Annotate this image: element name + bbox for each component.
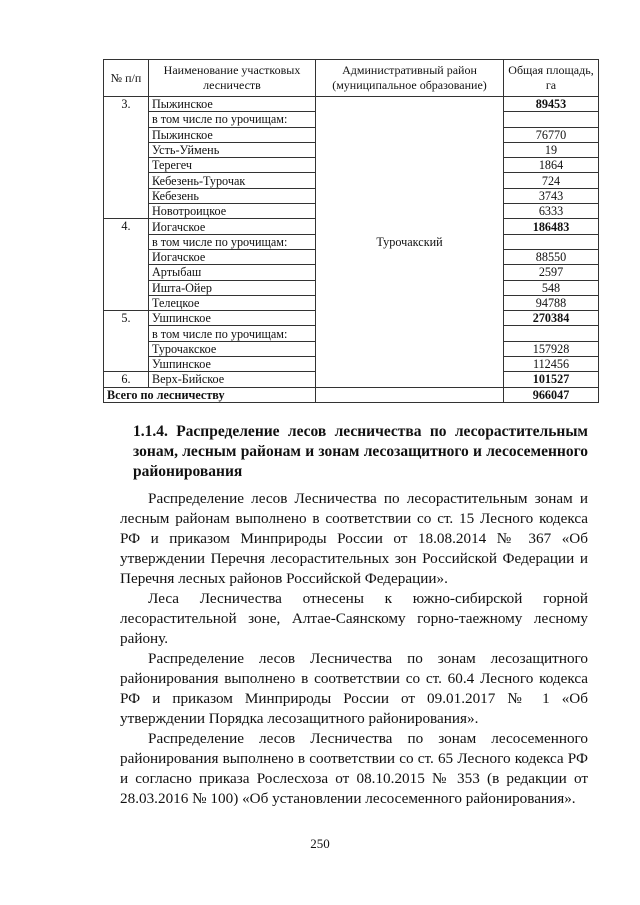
forestry-name: Ишта-Ойер — [149, 280, 316, 295]
area-value — [504, 112, 599, 127]
header-district: Административный район (муниципальное образование) — [316, 60, 504, 97]
table-row — [104, 97, 599, 112]
forestry-name: Телецкое — [149, 295, 316, 310]
forestry-name: Ушпинское — [149, 311, 316, 326]
forestry-name: Усть-Уймень — [149, 142, 316, 157]
paragraph: Распределение лесов Лесничества по лесорастительным зонам и лесным районам выполнено в соответствии со ст. 15 Лесного кодекса РФ и приказом Минприроды России от 18.08.2014 № 367 «Об утверждении Перечня лесорастительных зон Российской Федерации и Перечня лесных районов Российской Федерации». — [120, 490, 588, 587]
forestry-name: Иогачское — [149, 249, 316, 264]
header-num: № п/п — [104, 60, 149, 97]
paragraph: Распределение лесов Лесничества по зонам лесосеменного районирования выполнено в соответствии со ст. 65 Лесного кодекса РФ и согласно приказа Рослесхоза от 08.10.2015 № 353 (в редакции от 28.03.2016 № 100) «Об установлении лесосеменного районирования». — [120, 730, 588, 807]
area-value: 157928 — [504, 341, 599, 356]
area-value: 94788 — [504, 295, 599, 310]
area-value: 3743 — [504, 188, 599, 203]
total-row — [104, 387, 599, 402]
area-value: 186483 — [504, 219, 599, 234]
forestry-name: Кебезень — [149, 188, 316, 203]
section-heading: 1.1.4. Распределение лесов лесничества по лесорастительным зонам, лесным районам и зонам лесозащитного и лесосеменного районирования — [133, 423, 588, 480]
forestry-name: в том числе по урочищам: — [149, 112, 316, 127]
area-value: 101527 — [504, 372, 599, 387]
row-number: 5. — [104, 311, 149, 372]
area-value: 89453 — [504, 97, 599, 112]
area-value: 548 — [504, 280, 599, 295]
area-value: 88550 — [504, 249, 599, 264]
area-value: 270384 — [504, 311, 599, 326]
area-value: 724 — [504, 173, 599, 188]
total-district-empty — [316, 387, 504, 402]
section-body — [120, 489, 588, 809]
area-value: 6333 — [504, 204, 599, 219]
forestry-name: Терегеч — [149, 158, 316, 173]
total-label: Всего по лесничеству — [104, 387, 316, 402]
area-value — [504, 326, 599, 341]
area-value: 112456 — [504, 357, 599, 372]
forestry-name: в том числе по урочищам: — [149, 234, 316, 249]
header-area: Общая площадь, га — [504, 60, 599, 97]
paragraph: Распределение лесов Лесничества по зонам лесозащитного районирования выполнено в соответствии со ст. 60.4 Лесного кодекса РФ и приказом Минприроды России от 09.01.2017 № 1 «Об утверждении Порядка лесозащитного районирования». — [120, 650, 588, 727]
forestry-name: Ушпинское — [149, 357, 316, 372]
forestry-name: Новотроицкое — [149, 204, 316, 219]
forestry-name: Турочакское — [149, 341, 316, 356]
header-name: Наименование участковых лесничеств — [149, 60, 316, 97]
paragraph: Леса Лесничества отнесены к южно-сибирской горной лесорастительной зоне, Алтае-Саянскому горно-таежному лесному району. — [120, 590, 588, 647]
area-value — [504, 234, 599, 249]
forestry-name: Иогачское — [149, 219, 316, 234]
forestry-name: Артыбаш — [149, 265, 316, 280]
forestry-name: Пыжинское — [149, 97, 316, 112]
row-number: 3. — [104, 97, 149, 219]
forestry-table — [103, 59, 599, 403]
area-value: 1864 — [504, 158, 599, 173]
district-name: Турочакский — [316, 97, 504, 388]
forestry-name: в том числе по урочищам: — [149, 326, 316, 341]
forestry-name: Пыжинское — [149, 127, 316, 142]
forestry-name: Верх-Бийское — [149, 372, 316, 387]
table-header — [104, 60, 599, 97]
area-value: 19 — [504, 142, 599, 157]
forestry-name: Кебезень-Турочак — [149, 173, 316, 188]
total-area: 966047 — [504, 387, 599, 402]
area-value: 2597 — [504, 265, 599, 280]
row-number: 6. — [104, 372, 149, 387]
row-number: 4. — [104, 219, 149, 311]
area-value: 76770 — [504, 127, 599, 142]
page-number: 250 — [310, 836, 330, 851]
